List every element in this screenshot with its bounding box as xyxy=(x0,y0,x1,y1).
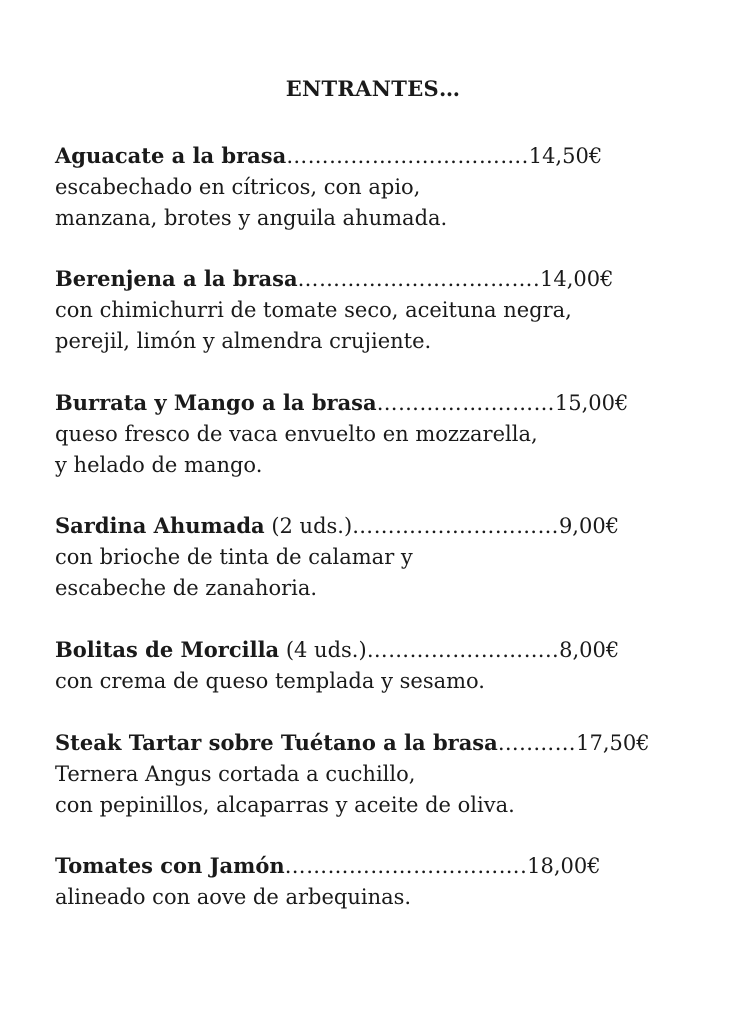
dish-quantity: (4 uds.) xyxy=(279,638,367,662)
dish-description-line: queso fresco de vaca envuelto en mozzarella, xyxy=(55,422,538,446)
dish-description-line: Ternera Angus cortada a cuchillo, xyxy=(55,762,416,786)
dot-leader: ……….…….………… xyxy=(352,514,559,538)
dish-name: Tomates con Jamón xyxy=(55,853,285,878)
dish-description-line: con chimichurri de tomate seco, aceituna negra, xyxy=(55,298,572,322)
menu-item-header xyxy=(55,387,685,419)
menu-item-header xyxy=(55,850,685,882)
dish-description-line: con brioche de tinta de calamar y xyxy=(55,545,413,569)
menu-item xyxy=(55,387,685,481)
dish-quantity: (2 uds.) xyxy=(264,514,353,538)
section-title: ENTRANTES… xyxy=(285,76,461,101)
dish-price: 14,00€ xyxy=(540,267,614,291)
dish-description-line: alineado con aove de arbequinas. xyxy=(55,885,412,909)
menu-item-header xyxy=(55,263,685,295)
menu-item-header xyxy=(55,510,685,542)
menu-item xyxy=(55,263,685,357)
dot-leader: …..…… xyxy=(497,731,577,755)
menu-item xyxy=(55,140,685,234)
dot-leader: ……………………………. xyxy=(286,144,529,168)
dot-leader: …………….……….. xyxy=(366,638,560,662)
dish-description-line: con pepinillos, alcaparras y aceite de oliva. xyxy=(55,793,515,817)
dish-description-line: y helado de mango. xyxy=(55,453,263,477)
dish-description-line: manzana, brotes y anguila ahumada. xyxy=(55,206,448,230)
dish-description-line: perejil, limón y almendra crujiente. xyxy=(55,329,432,353)
dish-price: 17,50€ xyxy=(576,731,650,755)
dish-name: Sardina Ahumada xyxy=(55,513,265,538)
dish-name: Aguacate a la brasa xyxy=(55,143,287,168)
dish-description-line: escabeche de zanahoria. xyxy=(55,576,318,600)
dish-price: 15,00€ xyxy=(554,391,629,415)
dish-description-line: con crema de queso templada y sesamo. xyxy=(55,669,485,693)
dish-name: Bolitas de Morcilla xyxy=(55,637,280,662)
dish-price: 18,00€ xyxy=(527,854,601,878)
menu-item xyxy=(55,510,685,604)
dot-leader: …………….……… xyxy=(376,391,555,415)
dish-price: 9,00€ xyxy=(558,514,620,538)
dish-price: 14,50€ xyxy=(528,144,603,168)
dish-price: 8,00€ xyxy=(559,638,620,662)
menu-item xyxy=(55,850,685,913)
dish-name: Berenjena a la brasa xyxy=(55,266,298,291)
dot-leader: ……………………………. xyxy=(284,854,528,878)
menu-item xyxy=(55,634,685,697)
menu-item-header xyxy=(55,140,685,172)
dish-name: Steak Tartar sobre Tuétano a la brasa xyxy=(55,730,498,755)
menu-item-header xyxy=(55,634,685,666)
dish-description-line: escabechado en cítricos, con apio, xyxy=(55,175,421,199)
menu-item-header xyxy=(55,727,685,759)
menu-item xyxy=(55,727,685,821)
dot-leader: ……………………………. xyxy=(297,267,541,291)
dish-name: Burrata y Mango a la brasa xyxy=(55,390,377,415)
